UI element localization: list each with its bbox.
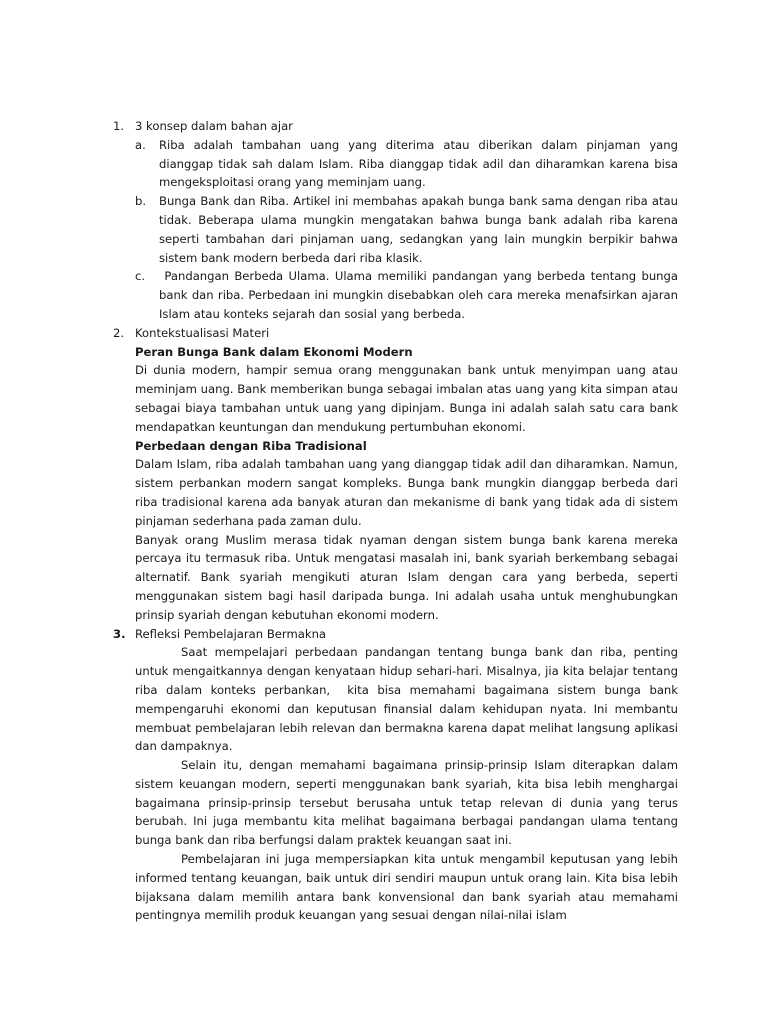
section-1-title xyxy=(0,117,678,136)
section-2-heading-2: Perbedaan dengan Riba Tradisional xyxy=(135,438,367,453)
section-1-title-text: 3 konsep dalam bahan ajar xyxy=(135,119,293,133)
document-page xyxy=(0,117,768,925)
section-3-paragraph-2: Selain itu, dengan memahami bagaimana prinsip-prinsip Islam diterapkan dalam sistem keuangan modern, seperti menggunakan bank syariah, kita bisa lebih menghargai bagaimana prinsip-prinsip tersebut berusaha untuk tetap relevan di dunia yang terus berubah. Ini juga membantu kita melihat bagaimana berbagai pandangan ulama tentang bunga bank dan riba berfungsi dalam praktek keuangan saat ini. xyxy=(135,758,678,848)
section-2-heading-1: Peran Bunga Bank dalam Ekonomi Modern xyxy=(135,344,413,359)
item-text: Pandangan Berbeda Ulama. Ulama memiliki pandangan yang berbeda tentang bunga bank dan riba. Perbedaan ini mungkin disebabkan oleh cara mereka menafsirkan ajaran Islam atau konteks sejarah dan sosial yang berbeda. xyxy=(159,269,682,321)
section-1-number: 1. xyxy=(113,119,125,133)
section-2-paragraph-3: Banyak orang Muslim merasa tidak nyaman dengan sistem bunga bank karena mereka percaya itu termasuk riba. Untuk mengatasi masalah ini, bank syariah berkembang sebagai alternatif. Bank syariah mengikuti aturan Islam dengan cara yang berbeda, seperti menggunakan sistem bagi hasil daripada bunga. Ini adalah usaha untuk menghubungkan prinsip syariah dengan kebutuhan ekonomi modern. xyxy=(135,532,678,622)
section-3-title-text: Refleksi Pembelajaran Bermakna xyxy=(135,626,327,641)
section-2-paragraph-2: Dalam Islam, riba adalah tambahan uang yang dianggap tidak adil dan diharamkan. Namun, sistem perbankan modern sangat kompleks. Bunga bank mungkin dianggap berbeda dari riba tradisional karena ada banyak aturan dan mekanisme di bank yang tidak ada di sistem pinjaman sederhana pada zaman dulu. xyxy=(135,457,678,528)
section-3-number: 3. xyxy=(113,626,126,641)
item-text: Riba adalah tambahan uang yang diterima atau diberikan dalam pinjaman yang dianggap tidak sah dalam Islam. Riba dianggap tidak adil dan diharamkan karena bisa mengeksploitasi orang yang meminjam uang. xyxy=(159,137,678,190)
section-2-title xyxy=(0,324,678,343)
section-2-number: 2. xyxy=(113,325,125,340)
item-text: Bunga Bank dan Riba. Artikel ini membahas apakah bunga bank sama dengan riba atau tidak. Beberapa ulama mungkin mengatakan bahwa bunga bank adalah riba karena seperti tambahan dari pinjaman uang, sedangkan yang lain mungkin berpikir bahwa sistem bank modern berbeda dari riba klasik. xyxy=(159,194,678,265)
item-letter: a. xyxy=(135,137,146,152)
section-1-item-a xyxy=(0,136,678,192)
section-3-title xyxy=(0,625,678,644)
section-3-paragraph-1: Saat mempelajari perbedaan pandangan tentang bunga bank dan riba, penting untuk mengaitkannya dengan kenyataan hidup sehari-hari. Misalnya, jia kita belajar tentang riba dalam konteks perbankan, kita bisa memahami bagaimana sistem bunga bank mempengaruhi ekonomi dan keputusan finansial dalam kehidupan nyata. Ini membantu membuat pembelajaran lebih relevan dan bermakna karena dapat melihat langsung aplikasi dan dampaknya. xyxy=(135,645,682,754)
section-2-title-text: Kontekstualisasi Materi xyxy=(135,325,270,340)
section-1-item-b xyxy=(0,192,678,267)
section-2-paragraph-1: Di dunia modern, hampir semua orang menggunakan bank untuk menyimpan uang atau meminjam uang. Bank memberikan bunga sebagai imbalan atas uang yang kita simpan atau sebagai biaya tambahan untuk uang yang dipinjam. Bunga ini adalah salah satu cara bank mendapatkan keuntungan dan mendukung pertumbuhan ekonomi. xyxy=(135,363,678,434)
section-3-paragraph-3: Pembelajaran ini juga mempersiapkan kita untuk mengambil keputusan yang lebih informed tentang keuangan, baik untuk diri sendiri maupun untuk orang lain. Kita bisa lebih bijaksana dalam memilih antara bank konvensional dan bank syariah atau memahami pentingnya memilih produk keuangan yang sesuai dengan nilai-nilai islam xyxy=(135,852,678,923)
item-letter: c. xyxy=(135,269,146,284)
section-1-item-c xyxy=(0,267,682,323)
item-letter: b. xyxy=(135,194,147,209)
